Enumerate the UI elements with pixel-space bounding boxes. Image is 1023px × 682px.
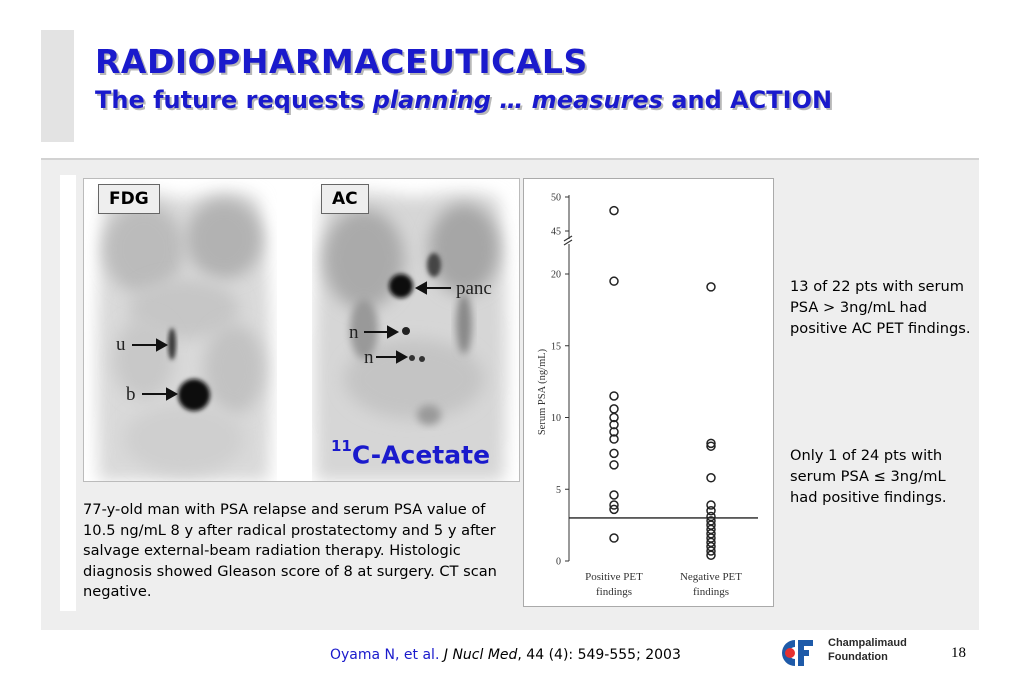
page-number: 18 — [951, 645, 966, 661]
label-n1: n — [349, 322, 359, 343]
y-tick-label: 45 — [551, 226, 561, 238]
data-point — [707, 474, 715, 482]
data-point — [610, 207, 618, 215]
x-category-label: findings — [595, 586, 633, 598]
data-point — [610, 392, 618, 400]
data-point — [707, 283, 715, 291]
data-point — [610, 405, 618, 413]
y-tick-label: 20 — [551, 269, 561, 281]
psa-chart — [523, 178, 774, 607]
data-point — [610, 534, 618, 542]
pet-scan-image — [83, 178, 520, 482]
x-category-label: Negative PET — [679, 571, 743, 583]
label-panc: panc — [456, 278, 492, 299]
tracer-label — [331, 437, 491, 470]
data-point — [610, 277, 618, 285]
title-accent-bar — [41, 30, 74, 142]
title-block — [95, 42, 832, 114]
logo-line1: Champalimaud — [828, 637, 907, 649]
y-tick-label: 15 — [551, 341, 561, 353]
case-caption: 77-y-old man with PSA relapse and serum PSA value of 10.5 ng/mL 8 y after radical prostatectomy and 5 y after salvage external-beam radiation therapy. Histologic diagnosis showed Gleason score of 8 at surgery. CT scan negative. — [83, 501, 497, 601]
slide-title: RADIOPHARMACEUTICALS — [95, 42, 588, 81]
x-category-label: Positive PET — [585, 571, 643, 583]
data-point — [610, 449, 618, 457]
y-tick-label: 0 — [556, 556, 561, 568]
psa-chart-svg — [524, 179, 773, 606]
foundation-logo — [778, 634, 923, 674]
label-n2: n — [364, 347, 374, 368]
y-tick-label: 5 — [556, 484, 561, 496]
citation — [330, 647, 681, 663]
citation-details: , 44 (4): 549-555; 2003 — [517, 647, 681, 663]
data-point — [610, 491, 618, 499]
pet-scan-drawing — [84, 179, 519, 481]
ac-label: AC — [321, 184, 369, 214]
subtitle-part2: planning … measures — [372, 86, 663, 114]
tracer-name: C-Acetate — [351, 440, 491, 470]
logo-text — [828, 636, 907, 664]
chart-ylabel: Serum PSA (ng/mL) — [537, 348, 548, 436]
y-tick-label: 10 — [551, 413, 561, 424]
label-b: b — [126, 384, 136, 405]
data-point — [610, 461, 618, 469]
logo-mark-icon — [778, 636, 816, 670]
panel-gap — [277, 179, 312, 481]
citation-journal: J Nucl Med — [443, 647, 518, 663]
y-tick-label: 50 — [551, 192, 561, 204]
logo-line2: Foundation — [828, 651, 888, 663]
slide-subtitle — [95, 86, 832, 114]
label-u: u — [116, 334, 126, 355]
note-positive: 13 of 22 pts with serum PSA > 3ng/mL had positive AC PET findings. — [790, 278, 971, 337]
note-negative: Only 1 of 24 pts with serum PSA ≤ 3ng/mL had positive findings. — [790, 447, 947, 506]
subtitle-part3: and ACTION — [662, 86, 833, 114]
axis-break-mark — [564, 236, 572, 245]
fdg-label: FDG — [98, 184, 160, 214]
x-category-label: findings — [692, 586, 730, 598]
tracer-isotope: 11 — [331, 437, 352, 455]
subtitle-part1: The future requests — [95, 86, 373, 114]
content-left-strip — [60, 175, 76, 611]
citation-author: Oyama N, et al. — [330, 647, 440, 663]
